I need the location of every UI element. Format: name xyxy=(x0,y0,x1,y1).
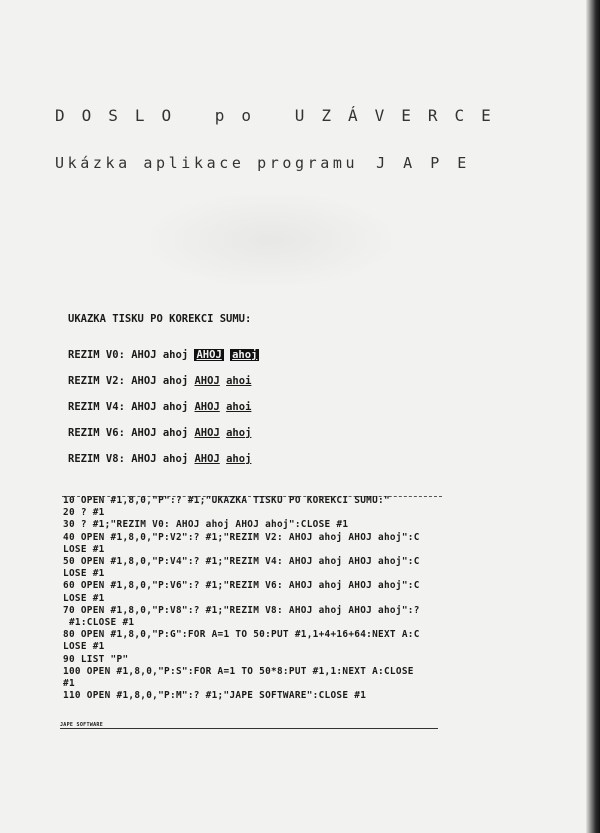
text-inverse-lower: ahoj xyxy=(232,349,258,361)
demo-row xyxy=(68,368,259,394)
text-normal-lower: ahoj xyxy=(162,427,189,439)
listing-line: 50 OPEN #1,8,0,"P:V4":? #1;"REZIM V4: AHOJ ahoj AHOJ ahoj":C xyxy=(63,556,420,568)
text-normal-lower: ahoj xyxy=(162,453,189,465)
page-edge xyxy=(586,0,600,833)
listing-line: 110 OPEN #1,8,0,"P:M":? #1;"JAPE SOFTWARE":CLOSE #1 xyxy=(63,690,367,702)
text-underlined-upper: AHOJ xyxy=(194,401,220,413)
listing-line: #1 xyxy=(63,678,75,690)
text-underlined-lower: ahoi xyxy=(226,401,252,413)
basic-listing xyxy=(63,495,420,702)
footer-brand: JAPE SOFTWARE xyxy=(60,722,104,728)
listing-line: 30 ? #1;"REZIM V0: AHOJ ahoj AHOJ ahoj":CLOSE #1 xyxy=(63,519,349,531)
demo-row xyxy=(68,420,259,446)
listing-line: 40 OPEN #1,8,0,"P:V2":? #1;"REZIM V2: AHOJ ahoj AHOJ ahoj":C xyxy=(63,531,420,543)
text-normal-upper: AHOJ xyxy=(131,453,157,465)
text-underlined-upper: AHOJ xyxy=(194,453,220,465)
text-underlined-lower: ahoj xyxy=(226,427,252,439)
listing-line: 20 ? #1 xyxy=(63,507,105,519)
heading-late-news: DOSLO po UZÁVERCE xyxy=(55,106,508,125)
mode-label: REZIM V2: xyxy=(68,375,125,387)
text-inverse-upper: AHOJ xyxy=(196,349,222,361)
scan-smudge xyxy=(140,190,400,290)
listing-line: 100 OPEN #1,8,0,"P:S":FOR A=1 TO 50*8:PUT #1,1:NEXT A:CLOSE xyxy=(63,665,414,677)
demo-row xyxy=(68,446,259,472)
mode-label: REZIM V8: xyxy=(68,453,125,465)
mode-label: REZIM V4: xyxy=(68,401,125,413)
listing-line: LOSE #1 xyxy=(63,543,105,555)
text-normal-upper: AHOJ xyxy=(131,401,157,413)
text-normal-lower: ahoj xyxy=(162,349,189,361)
text-normal-lower: ahoj xyxy=(162,401,189,413)
text-normal-upper: AHOJ xyxy=(131,375,157,387)
text-underlined-upper: AHOJ xyxy=(194,427,220,439)
text-normal-lower: ahoj xyxy=(162,375,189,387)
subtitle-text: Ukázka aplikace programu xyxy=(55,154,359,172)
print-demo xyxy=(68,306,259,472)
demo-row xyxy=(68,394,259,420)
mode-label: REZIM V0: xyxy=(68,349,125,361)
listing-line: LOSE #1 xyxy=(63,641,105,653)
demo-title: UKAZKA TISKU PO KOREKCI SUMU: xyxy=(68,313,252,325)
listing-line: 60 OPEN #1,8,0,"P:V6":? #1;"REZIM V6: AHOJ ahoj AHOJ ahoj":C xyxy=(63,580,420,592)
mode-label: REZIM V6: xyxy=(68,427,125,439)
listing-line: LOSE #1 xyxy=(63,592,105,604)
listing-line: 90 LIST "P" xyxy=(63,653,129,665)
listing-line: LOSE #1 xyxy=(63,568,105,580)
text-normal-upper: AHOJ xyxy=(131,349,157,361)
subtitle-program-name: JAPE xyxy=(376,154,485,172)
listing-line: 80 OPEN #1,8,0,"P:G":FOR A=1 TO 50:PUT #1,1+4+16+64:NEXT A:C xyxy=(63,629,420,641)
heading-demo-subtitle xyxy=(55,154,484,172)
listing-line: 70 OPEN #1,8,0,"P:V8":? #1;"REZIM V8: AHOJ ahoj AHOJ ahoj":? xyxy=(63,604,420,616)
text-normal-upper: AHOJ xyxy=(131,427,157,439)
text-underlined-lower: ahoj xyxy=(226,453,252,465)
listing-line: #1:CLOSE #1 xyxy=(63,617,135,629)
demo-row xyxy=(68,342,259,368)
listing-line: 10 OPEN #1,8,0,"P":? #1;"UKAZKA TISKU PO KOREKCI SUMU:" xyxy=(63,495,390,506)
text-underlined-upper: AHOJ xyxy=(194,375,220,387)
text-underlined-lower: ahoi xyxy=(226,375,252,387)
footer-rule xyxy=(60,728,438,729)
